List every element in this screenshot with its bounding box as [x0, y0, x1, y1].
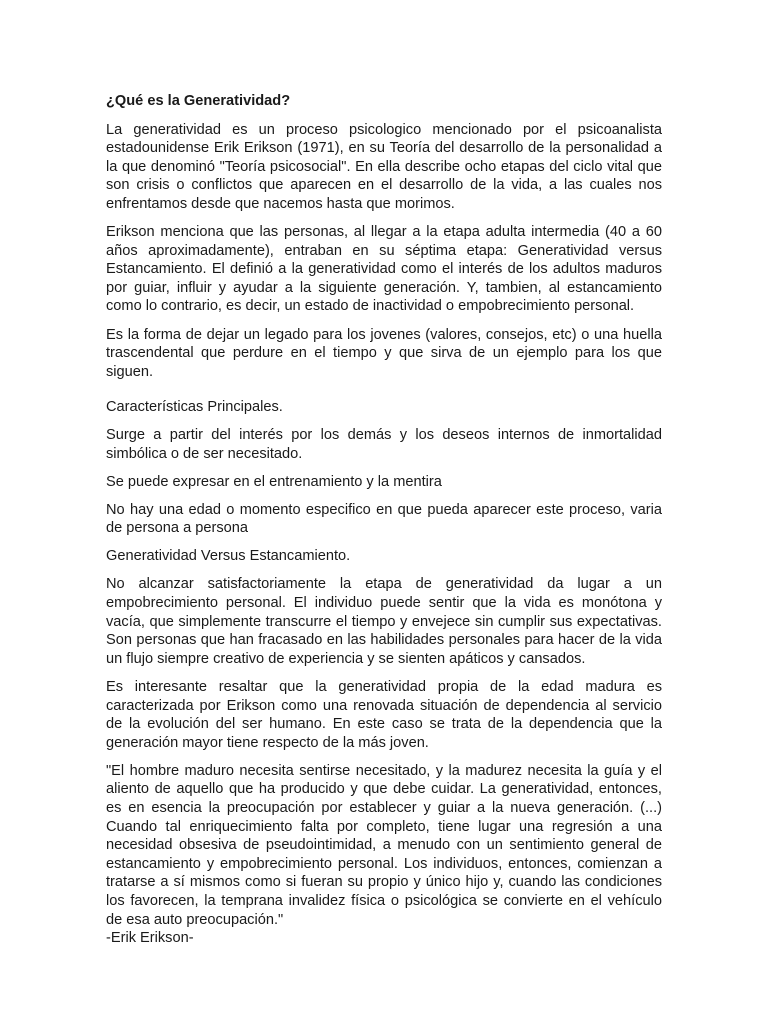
intro-paragraph-3: Es la forma de dejar un legado para los jovenes (valores, consejos, etc) o una huella trascendental que perdure en el tiempo y que sirva de un ejemplo para los que siguen.: [106, 326, 662, 380]
characteristics-heading: Características Principales.: [106, 398, 283, 415]
characteristic-item: Se puede expresar en el entrenamiento y la mentira: [106, 473, 442, 490]
erikson-quote: "El hombre maduro necesita sentirse necesitado, y la madurez necesita la guía y el aliento de aquello que ha producido y que debe cuidar. La generatividad, entonces, es en esencia la preocupación por establecer y guiar a la nueva generación. (...) Cuando tal enriquecimiento falta por completo, tiene lugar una regresión a una necesidad obsesiva de pseudointimidad, a menudo con un sentimiento general de estancamiento y empobrecimiento personal. Los individuos, entonces, comienzan a tratarse a sí mismos como si fueran su propio y único hijo y, cuando las condiciones los favorecen, la temprana invalidez física o psicológica se convierte en el vehículo de esa auto preocupación.": [106, 762, 662, 928]
versus-heading: Generatividad Versus Estancamiento.: [106, 548, 351, 565]
versus-paragraph-1: No alcanzar satisfactoriamente la etapa de generatividad da lugar a un empobrecimiento personal. El individuo puede sentir que la vida es monótona y vacía, que simplemente transcurre el tiempo y envejece sin cumplir sus expectativas. Son personas que han fracasado en las habilidades personales para hacer de la vida un flujo siempre creativo de experiencia y se sienten apáticos y cansados.: [106, 576, 662, 667]
characteristic-item: No hay una edad o momento especifico en que pueda aparecer este proceso, varia de persona a persona: [106, 501, 662, 537]
characteristic-item: Surge a partir del interés por los demás y los deseos internos de inmortalidad simbólica o de ser necesitado.: [106, 426, 662, 462]
intro-paragraph-1: La generatividad es un proceso psicologico mencionado por el psicoanalista estadounidense Erik Erikson (1971), en su Teoría del desarrollo de la personalidad a la que denominó "Teoría psicosocial". En ella describe ocho etapas del ciclo vital que son crisis o conflictos que aparecen en el desarrollo de la vida, a las cuales nos enfrentamos desde que nacemos hasta que morimos.: [106, 121, 662, 212]
document-page: [106, 92, 662, 948]
versus-paragraph-2: Es interesante resaltar que la generatividad propia de la edad madura es caracterizada por Erikson como una renovada situación de dependencia al servicio de la evolución del ser humano. En este caso se trata de la dependencia que la generación mayor tiene respecto de la más joven.: [106, 678, 662, 751]
document-title: ¿Qué es la Generatividad?: [106, 93, 291, 109]
quote-author: -Erik Erikson-: [106, 930, 194, 947]
intro-paragraph-2: Erikson menciona que las personas, al llegar a la etapa adulta intermedia (40 a 60 años aproximadamente), entraban en su séptima etapa: Generatividad versus Estancamiento. El definió a la generatividad como el interés de los adultos maduros por guiar, influir y ayudar a la siguiente generación. Y, tambien, al estancamiento como lo contrario, es decir, un estado de inactividad o empobrecimiento personal.: [106, 224, 662, 315]
